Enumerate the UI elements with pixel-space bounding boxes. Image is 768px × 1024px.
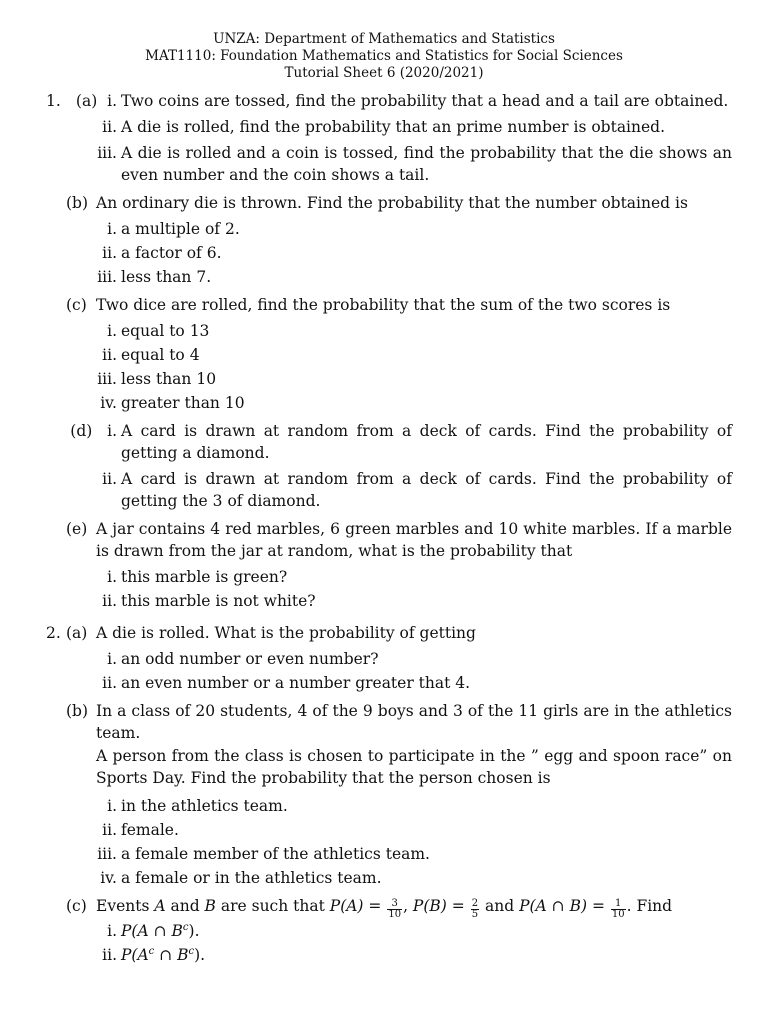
item-label: i. [107,322,117,340]
question-item [102,116,732,138]
item-label: iii. [97,268,117,286]
text-run: ∩ B [154,946,189,964]
question-item [102,944,732,966]
question-item [97,368,732,390]
item-label: ii. [102,118,117,136]
text-run: ). [188,922,200,940]
fraction-numerator: 2 [471,898,479,909]
item-text: this marble is green? [121,568,288,586]
item-label: ii. [102,346,117,364]
superscript: c [182,921,189,933]
header-course: MAT1110: Foundation Mathematics and Statistics for Social Sciences [145,48,623,64]
item-text: A die is rolled, find the probability that an prime number is obtained. [121,118,666,136]
question-item [102,344,732,366]
math-symbol: B [204,897,216,915]
question-item [107,648,732,670]
question-part [66,895,732,920]
question-item [100,867,732,889]
fraction [611,899,626,920]
fraction-numerator: 1 [611,899,626,910]
item-text: a female member of the athletics team. [121,845,430,863]
part-text: Two dice are rolled, find the probability that the sum of the two scores is [96,296,671,314]
part-label: (a) [75,92,98,110]
text-run: P(A [121,946,149,964]
item-label: iii. [97,845,117,863]
math-expression [121,922,189,940]
text-run: , [403,897,413,915]
text-run: Events [96,897,155,915]
part-text: A person from the class is chosen to participate in the ” egg and spoon race” on Sports Day. Find the probability that the person chosen is [96,747,732,787]
text-run: and [480,897,520,915]
item-label: ii. [102,946,117,964]
question-item [97,843,732,865]
header-sheet-title: Tutorial Sheet 6 (2020/2021) [284,65,484,81]
question-part [66,518,732,562]
text-run: P(A ∩ B [121,922,183,940]
question-item [107,566,732,588]
part-and-item-label [70,420,117,442]
part-text: A die is rolled. What is the probability of getting [96,624,476,642]
item-text: A card is drawn at random from a deck of cards. Find the probability of getting a diamond. [121,422,732,462]
item-text: equal to 4 [121,346,200,364]
math-expression: P(A) = [329,897,387,915]
item-label: iii. [97,144,117,162]
item-text: female. [121,821,179,839]
item-label: i. [107,922,117,940]
item-label: iv. [100,394,117,412]
question-item [102,468,732,512]
document-header [0,31,768,82]
item-label: i. [107,650,117,668]
question-item [102,242,732,264]
item-text: a female or in the athletics team. [121,869,382,887]
text-run: . Find [626,897,673,915]
item-text: an odd number or even number? [121,650,379,668]
text-run: are such that [215,897,330,915]
item-text: Two coins are tossed, find the probability that a head and a tail are obtained. [121,92,729,110]
item-text: an even number or a number greater that 4. [121,674,471,692]
question-part-continued [96,745,732,789]
question-item [97,142,732,186]
part-label: (e) [66,520,88,538]
question-2 [0,622,768,966]
math-expression: P(B) = [412,897,470,915]
question-part [66,192,732,214]
question-part [66,622,732,644]
question-item [102,819,732,841]
question-part [66,700,732,744]
item-text: A die is rolled and a coin is tossed, find the probability that the die shows an even number and the coin shows a tail. [121,144,732,184]
superscript: c [188,945,195,957]
math-expression: P(A ∩ B) = [519,897,610,915]
item-text: equal to 13 [121,322,210,340]
question-1 [0,90,768,612]
question-item [107,920,732,942]
question-item [102,590,732,612]
item-text: a multiple of 2. [121,220,240,238]
fraction-numerator: 3 [387,899,402,910]
item-text: greater than 10 [121,394,245,412]
item-label: ii. [102,244,117,262]
part-text: An ordinary die is thrown. Find the probability that the number obtained is [96,194,688,212]
item-text: A card is drawn at random from a deck of cards. Find the probability of getting the 3 of diamond. [121,470,732,510]
part-text [96,897,673,920]
question-item [107,320,732,342]
item-label: i. [107,568,117,586]
question-item [102,672,732,694]
math-symbol: A [154,897,166,915]
item-label: ii. [102,821,117,839]
part-label: (b) [66,702,89,720]
question-number: 1. [46,92,61,110]
fraction [471,899,479,920]
fraction-denominator: 5 [471,909,479,920]
question-item [75,90,732,112]
part-label: (c) [66,296,87,314]
item-label: i. [107,797,117,815]
item-text: this marble is not white? [121,592,316,610]
item-label: i. [107,92,117,110]
item-label: i. [107,422,117,440]
part-label: (c) [66,897,87,915]
item-label: i. [107,220,117,238]
fraction [387,899,402,920]
question-part [66,294,732,316]
item-text: a factor of 6. [121,244,222,262]
question-item [107,795,732,817]
question-item [97,266,732,288]
item-label: ii. [102,674,117,692]
part-text: In a class of 20 students, 4 of the 9 boys and 3 of the 11 girls are in the athletics team. [96,702,732,742]
math-expression [121,946,194,964]
superscript: c [148,945,155,957]
part-label: (a) [66,624,88,642]
part-and-item-label [76,90,117,112]
fraction-denominator: 10 [611,909,625,920]
text-run: and [165,897,205,915]
fraction-denominator: 10 [388,909,402,920]
part-label: (b) [66,194,89,212]
question-item [100,392,732,414]
question-item [70,420,732,464]
part-label: (d) [70,422,93,440]
part-text: A jar contains 4 red marbles, 6 green marbles and 10 white marbles. If a marble is drawn from the jar at random, what is the probability that [96,520,732,560]
question-item [107,218,732,240]
item-text: less than 7. [121,268,212,286]
item-label: iv. [100,869,117,887]
item-text: less than 10 [121,370,217,388]
item-label: ii. [102,470,117,488]
header-department: UNZA: Department of Mathematics and Statistics [213,31,555,47]
item-label: ii. [102,592,117,610]
question-number: 2. [46,624,61,642]
text-run: ). [194,946,206,964]
item-label: iii. [97,370,117,388]
item-text: in the athletics team. [121,797,288,815]
